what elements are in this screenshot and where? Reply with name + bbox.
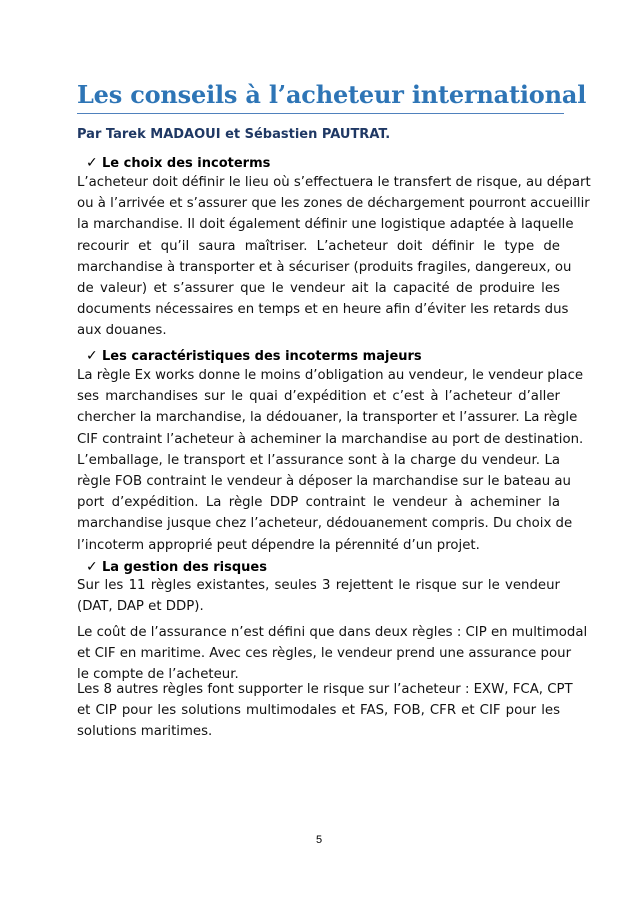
text-line: et CIF en maritime. Avec ces règles, le vendeur prend une assurance pour — [77, 646, 572, 662]
text-line: l’incoterm approprié peut dépendre la pérennité d’un projet. — [77, 537, 480, 553]
checkmark-icon: ✓ — [86, 155, 98, 171]
paragraph-caracteristiques — [77, 365, 584, 556]
text-line: documents nécessaires en temps et en heure afin d’éviter les retards dus — [77, 302, 569, 318]
text-line: aux douanes. — [77, 323, 167, 339]
paragraph-choix-incoterms — [77, 172, 591, 342]
text-line: règle FOB contraint le vendeur à déposer la marchandise sur le bateau au — [77, 474, 571, 490]
section-heading-caracteristiques — [86, 347, 566, 366]
checkmark-icon: ✓ — [86, 559, 98, 575]
document-title: Les conseils à l’acheteur international — [77, 80, 587, 109]
text-line: Les 8 autres règles font supporter le risque sur l’acheteur : EXW, FCA, CPT — [77, 682, 573, 697]
text-line: Le coût de l’assurance n’est défini que dans deux règles : CIP en multimodal — [77, 625, 588, 640]
section-heading-label: Les caractéristiques des incoterms majeurs — [102, 349, 422, 364]
paragraph-cout-assurance — [77, 622, 588, 686]
title-underline — [77, 113, 564, 114]
section-heading-choix-incoterms — [86, 154, 566, 173]
text-line: chercher la marchandise, la dédouaner, la transporter et l’assurer. La règle — [77, 410, 578, 426]
text-line: L’emballage, le transport et l’assurance sont à la charge du vendeur. La — [77, 452, 560, 468]
paragraph-autres-regles — [77, 679, 573, 743]
section-heading-label: La gestion des risques — [102, 560, 267, 575]
text-line: La règle Ex works donne le moins d’obligation au vendeur, le vendeur place — [77, 368, 584, 383]
text-line: recourir et qu’il saura maîtriser. L’acheteur doit définir le type de — [77, 238, 560, 254]
text-line: ses marchandises sur le quai d’expédition et c’est à l’acheteur d’aller — [77, 389, 560, 405]
text-line: solutions maritimes. — [77, 724, 213, 740]
paragraph-regles-existantes — [77, 575, 560, 617]
authors-line: Par Tarek MADAOUI et Sébastien PAUTRAT. — [77, 127, 391, 142]
text-line: de valeur) et s’assurer que le vendeur ait la capacité de produire les — [77, 281, 560, 297]
text-line: Sur les 11 règles existantes, seules 3 rejettent le risque sur le vendeur — [77, 578, 560, 593]
text-line: le compte de l’acheteur. — [77, 667, 239, 683]
checkmark-icon: ✓ — [86, 348, 98, 364]
text-line: (DAT, DAP et DDP). — [77, 599, 204, 615]
text-line: ou à l’arrivée et s’assurer que les zones de déchargement pourront accueillir — [77, 196, 590, 212]
text-line: L’acheteur doit définir le lieu où s’effectuera le transfert de risque, au départ — [77, 175, 591, 190]
text-line: CIF contraint l’acheteur à acheminer la marchandise au port de destination. — [77, 431, 584, 447]
text-line: marchandise à transporter et à sécuriser (produits fragiles, dangereux, ou — [77, 259, 572, 275]
section-heading-label: Le choix des incoterms — [102, 156, 271, 171]
text-line: et CIP pour les solutions multimodales et FAS, FOB, CFR et CIF pour les — [77, 703, 560, 719]
page-number: 5 — [315, 834, 323, 846]
text-line: la marchandise. Il doit également définir une logistique adaptée à laquelle — [77, 217, 574, 233]
text-line: marchandise jusque chez l’acheteur, dédouanement compris. Du choix de — [77, 516, 573, 532]
text-line: port d’expédition. La règle DDP contraint le vendeur à acheminer la — [77, 495, 560, 511]
